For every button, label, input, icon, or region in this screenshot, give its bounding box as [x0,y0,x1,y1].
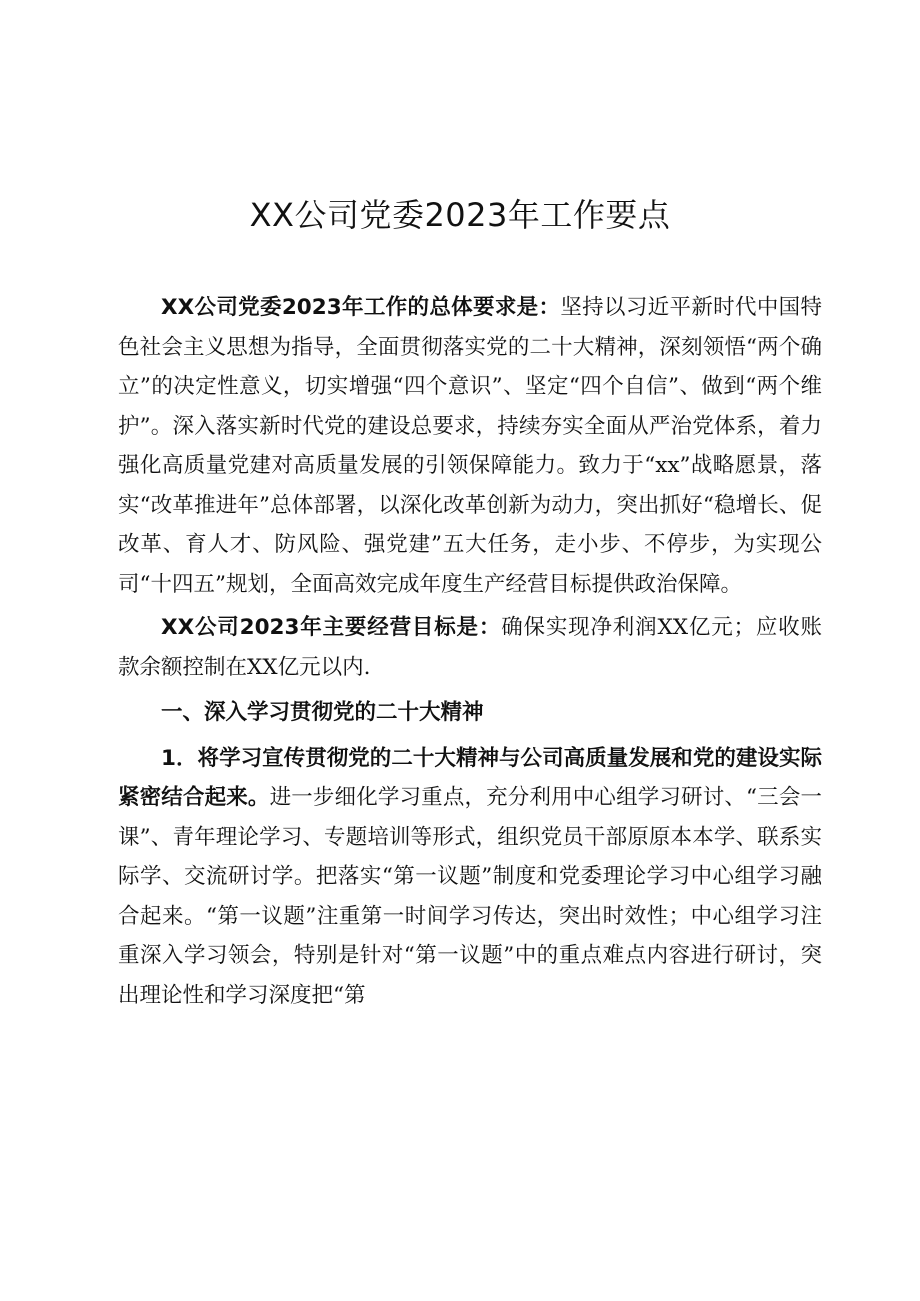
document-title: XX公司党委2023年工作要点 [249,196,671,234]
paragraph-business-targets [118,608,822,687]
document-body [118,288,822,1019]
paragraph-general-requirements [118,288,822,604]
paragraph-text: 坚持以习近平新时代中国特色社会主义思想为指导，全面贯彻落实党的二十大精神，深刻领悟“两个确立”的决定性意义，切实增强“四个意识”、坚定“四个自信”、做到“两个维护”。深入落实新时代党的建设总要求，持续夯实全面从严治党体系，着力强化高质量党建对高质量发展的引领保障能力。致力于“xx”战略愿景，落实“改革推进年”总体部署，以深化改革创新为动力，突出抓好“稳增长、促改革、育人才、防风险、强党建”五大任务，走小步、不停步，为实现公司“十四五”规划，全面高效完成年度生产经营目标提供政治保障。 [118,295,822,597]
item-text: 进一步细化学习重点，充分利用中心组学习研讨、“三会一课”、青年理论学习、专题培训等形式，组织党员干部原原本本学、联系实际学、交流研讨学。把落实“第一议题”制度和党委理论学习中心组学习融合起来。“第一议题”注重第一时间学习传达，突出时效性；中心组学习注重深入学习领会，特别是针对“第一议题”中的重点难点内容进行研讨，突出理论性和学习深度把“第 [118,785,822,1008]
paragraph-lead: XX公司2023年主要经营目标是： [161,615,502,640]
section-heading: 一、深入学习贯彻党的二十大精神 [161,700,484,725]
item-lead: 1．将学习宣传贯彻党的二十大精神与公司高质量发展和党的建设实际紧密结合起来。 [118,745,822,810]
paragraph-text: 确保实现净利润XX亿元；应收账款余额控制在XX亿元以内. [118,615,822,680]
paragraph-item-1 [118,739,822,1016]
paragraph-lead: XX公司党委2023年工作的总体要求是： [161,295,561,320]
